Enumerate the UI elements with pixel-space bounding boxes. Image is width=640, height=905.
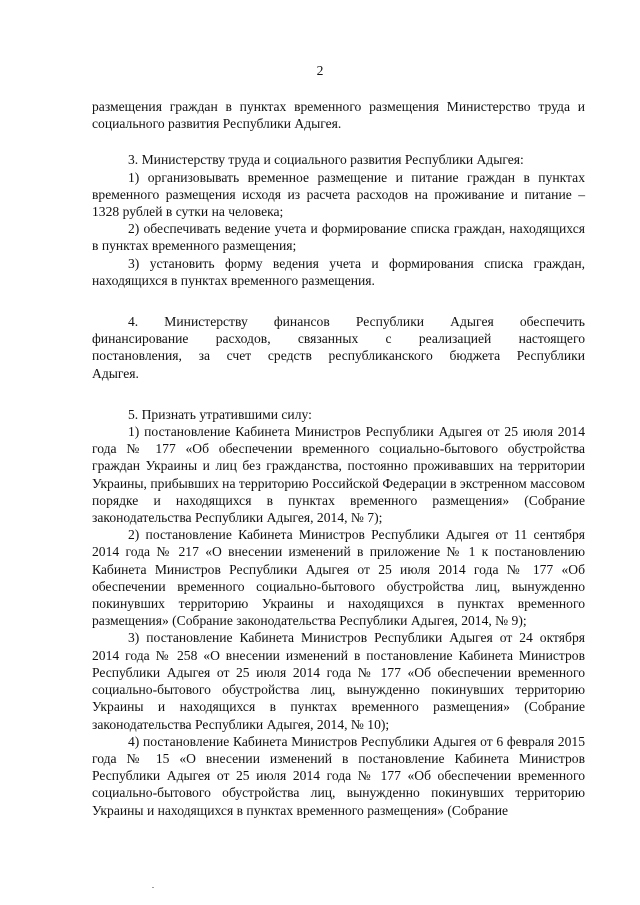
paragraph-item-3: 3. Министерству труда и социального развития Республики Адыгея: <box>128 152 524 168</box>
paragraph-item-5: 5. Признать утратившими силу: <box>128 406 312 422</box>
scan-dot <box>152 887 154 888</box>
paragraph-item-5-2: 2) постановление Кабинета Министров Республики Адыгея от 11 сентября 2014 года № 217 «О внесении изменений в приложение № 1 к постановлению Кабинета Министров Республики Адыгея от 25 июля 2014 года № 177 «Об обеспечении временного социально-бытового обустройства лиц, вынужденно покинувших территорию Украины и находящихся в пунктах временного размещения» (Собрание законодательства Республики Адыгея, 2014, № 9); <box>92 527 585 629</box>
paragraph-item-5-3: 3) постановление Кабинета Министров Республики Адыгея от 24 октября 2014 года № 258 «О внесении изменений в постановление Кабинета Министров Республики Адыгея от 25 июля 2014 года № 177 «Об обеспечении временного социально-бытового обустройства лиц, вынужденно покинувших территорию Украины и находящихся в пунктах временного размещения» (Собрание законодательства Республики Адыгея, 2014, № 10); <box>92 630 585 732</box>
paragraph-item-5-4: 4) постановление Кабинета Министров Республики Адыгея от 6 февраля 2015 года № 15 «О внесении изменений в постановление Кабинета Министров Республики Адыгея от 25 июля 2014 года № 177 «Об обеспечении временного социально-бытового обустройства лиц, вынужденно покинувших территорию Украины и находящихся в пунктах временного размещения» (Собрание <box>92 733 585 818</box>
page-number: 2 <box>316 63 324 78</box>
section-item-4 <box>92 313 585 382</box>
paragraph-item-5-1: 1) постановление Кабинета Министров Республики Адыгея от 25 июля 2014 года № 177 «Об обеспечении временного социально-бытового обустройства граждан Украины и лиц без гражданства, постоянно проживавших на территории Украины, прибывших на территорию Российской Федерации в экстренном массовом порядке и находящихся в пунктах временного размещения» (Собрание законодательства Республики Адыгея, 2014, № 7); <box>92 424 585 526</box>
paragraph-item-4: 4. Министерству финансов Республики Адыгея обеспечить финансирование расходов, связанных с реализацией настоящего постановления, за счет средств республиканского бюджета Республики Адыгея. <box>92 314 585 381</box>
document-body <box>92 98 585 819</box>
paragraph-item-3-3: 3) установить форму ведения учета и формирования списка граждан, находящихся в пунктах временного размещения. <box>92 255 585 288</box>
paragraph-item-3-2: 2) обеспечивать ведение учета и формирование списка граждан, находящихся в пунктах временного размещения; <box>92 221 585 254</box>
paragraph-item-3-1: 1) организовывать временное размещение и питание граждан в пунктах временного размещения исходя из расчета расходов на проживание и питание – 1328 рублей в сутки на человека; <box>92 169 585 220</box>
paragraph-continuation: размещения граждан в пунктах временного размещения Министерство труда и социального развития Республики Адыгея. <box>92 99 585 132</box>
